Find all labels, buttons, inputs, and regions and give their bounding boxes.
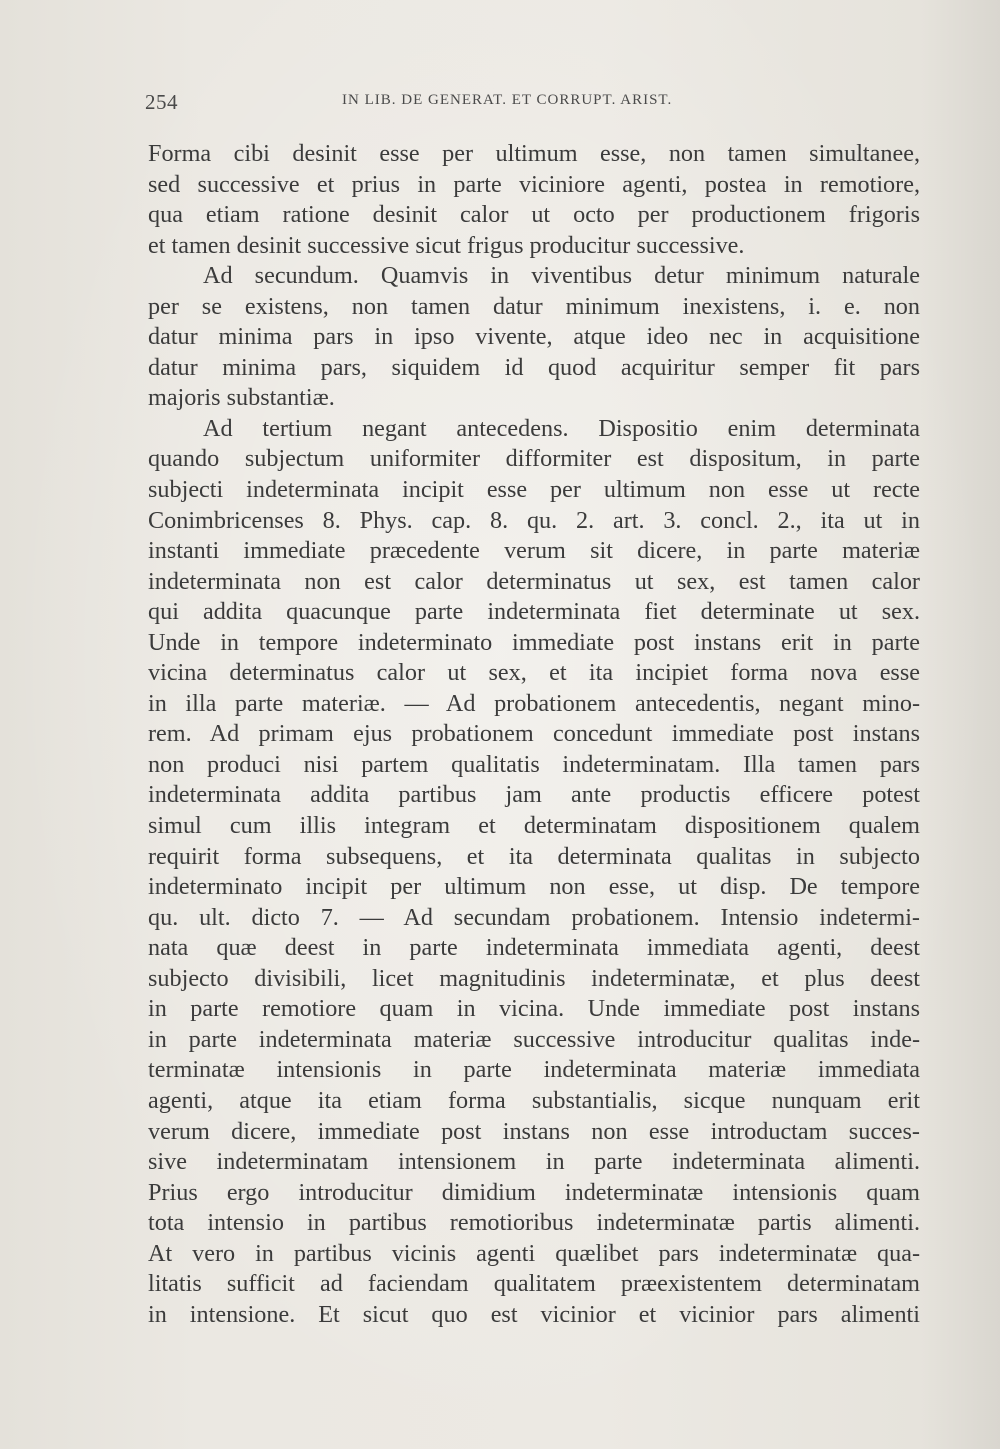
text-line: Unde in tempore indeterminato immediate post instans erit in parte [148,628,920,656]
text-line: At vero in partibus vicinis agenti quælibet pars indeterminatæ qua- [148,1239,920,1267]
text-line: tota intensio in partibus remotioribus indeterminatæ partis alimenti. [148,1209,920,1237]
text-line: in parte remotiore quam in vicina. Unde immediate post instans [148,995,920,1023]
text-line: datur minima pars, siquidem id quod acquiritur semper fit pars [148,353,920,381]
text-line: terminatæ intensionis in parte indeterminata materiæ immediata [148,1056,920,1084]
text-line: subjecti indeterminata incipit esse per ultimum non esse ut recte [148,476,920,504]
text-line: simul cum illis integram et determinatam dispositionem qualem [148,812,920,840]
text-line: sive indeterminatam intensionem in parte indeterminata alimenti. [148,1148,920,1176]
text-line: in illa parte materiæ. — Ad probationem antecedentis, negant mino- [148,689,920,717]
text-line: datur minima pars in ipso vivente, atque ideo nec in acquisitione [148,323,920,351]
text-line: qu. ult. dicto 7. — Ad secundam probationem. Intensio indetermi- [148,903,920,931]
text-line: non produci nisi partem qualitatis indeterminatam. Illa tamen pars [148,750,920,778]
running-head: IN LIB. DE GENERAT. ET CORRUPT. ARIST. [342,92,673,108]
text-line: instanti immediate præcedente verum sit dicere, in parte materiæ [148,537,920,565]
text-line: Forma cibi desinit esse per ultimum esse, non tamen simultanee, [148,140,920,167]
text-line: in parte indeterminata materiæ successive introducitur qualitas inde- [148,1025,920,1053]
text-line: Conimbricenses 8. Phys. cap. 8. qu. 2. art. 3. concl. 2., ita ut in [148,506,920,534]
paragraph-start-line: Ad secundum. Quamvis in viventibus detur minimum naturale [203,262,920,290]
text-line: qui addita quacunque parte indeterminata fiet determinate ut sex. [148,598,920,626]
text-line: sed successive et prius in parte viciniore agenti, postea in remotiore, [148,170,920,198]
paragraph-start-line: Ad tertium negant antecedens. Dispositio enim determinata [203,414,920,442]
text-line: per se existens, non tamen datur minimum inexistens, i. e. non [148,292,920,320]
text-line: Prius ergo introducitur dimidium indeterminatæ intensionis quam [148,1178,920,1206]
text-line: indeterminata non est calor determinatus ut sex, est tamen calor [148,567,920,595]
text-line: requirit forma subsequens, et ita determinata qualitas in subjecto [148,842,920,870]
page-number: 254 [145,90,178,114]
text-line: in intensione. Et sicut quo est vicinior et vicinior pars alimenti [148,1300,920,1328]
text-line: indeterminata addita partibus jam ante productis efficere potest [148,781,920,809]
text-line: rem. Ad primam ejus probationem concedunt immediate post instans [148,720,920,748]
text-line: majoris substantiæ. [148,384,335,412]
text-line: quando subjectum uniformiter difformiter est dispositum, in parte [148,445,920,473]
text-line: vicina determinatus calor ut sex, et ita incipiet forma nova esse [148,659,920,687]
text-line: subjecto divisibili, licet magnitudinis indeterminatæ, et plus deest [148,964,920,992]
text-line: qua etiam ratione desinit calor ut octo per productionem frigoris [148,201,920,229]
text-line: et tamen desinit successive sicut frigus producitur successive. [148,231,745,259]
text-line: nata quæ deest in parte indeterminata immediata agenti, deest [148,934,920,962]
text-line: indeterminato incipit per ultimum non esse, ut disp. De tempore [148,873,920,901]
text-line: verum dicere, immediate post instans non esse introductam succes- [148,1117,920,1145]
text-line: litatis sufficit ad faciendam qualitatem præexistentem determinatam [148,1270,920,1298]
text-line: agenti, atque ita etiam forma substantialis, sicque nunquam erit [148,1086,920,1114]
body-text [148,139,920,1330]
